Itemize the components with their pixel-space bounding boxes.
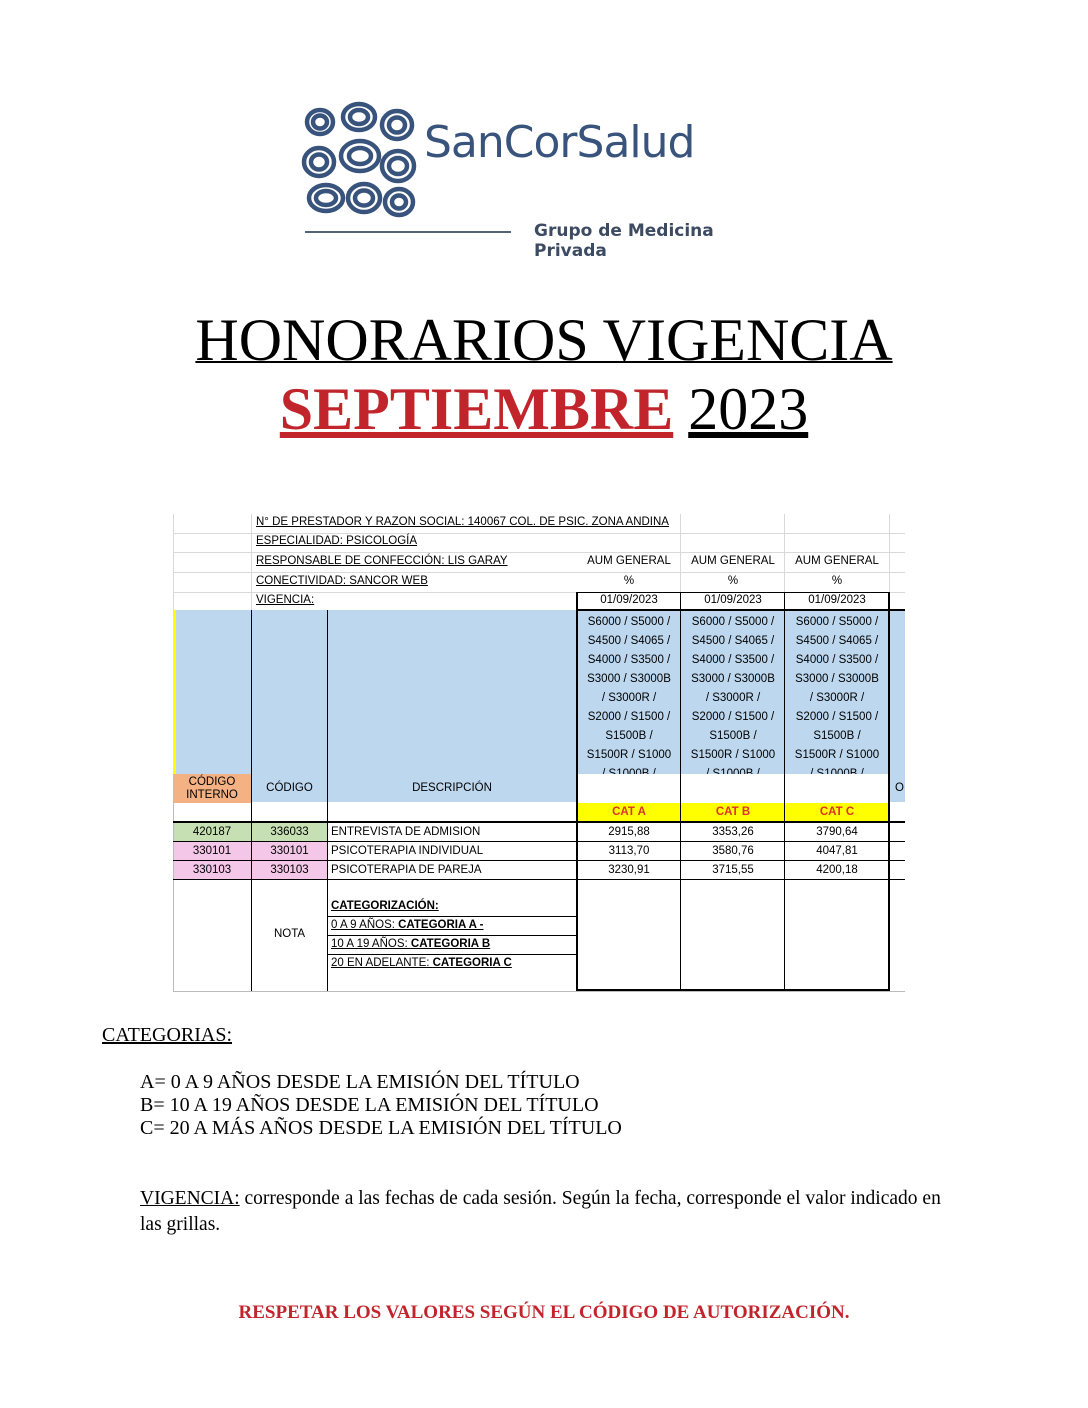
brand-tagline: Grupo de Medicina Privada xyxy=(534,221,714,261)
conectividad-label: CONECTIVIDAD: SANCOR WEB xyxy=(256,575,428,587)
date-b: 01/09/2023 xyxy=(704,594,762,606)
categoria-a-line: A= 0 A 9 AÑOS DESDE LA EMISIÓN DEL TÍTULO xyxy=(140,1071,580,1093)
cat-c-header: CAT C xyxy=(785,803,889,822)
plans-list-b: S6000 / S5000 / S4500 / S4065 / S4000 / S3500 / S3000 / S3000B / S3000R / S2000 / S1500 / S1500B / S1500R / S1000 xyxy=(690,616,776,761)
col-codigo-interno: CÓDIGO INTERNO xyxy=(173,774,251,803)
col-overflow: O xyxy=(895,782,904,794)
row2-cat-b: 3580,76 xyxy=(712,845,754,857)
aum-general-b: AUM GENERAL xyxy=(691,555,775,567)
row1-codigo: 336033 xyxy=(252,823,327,841)
row2-cat-a: 3113,70 xyxy=(608,845,650,857)
rings-emblem-icon xyxy=(300,100,418,225)
page-title: HONORARIOS VIGENCIA xyxy=(195,307,893,373)
nota-line-a: 0 A 9 AÑOS: CATEGORIA A - xyxy=(331,919,484,931)
pct-c: % xyxy=(831,575,843,587)
aum-general-c: AUM GENERAL xyxy=(795,555,879,567)
vigencia-label: VIGENCIA: xyxy=(140,1188,240,1209)
nota-line-c: 20 EN ADELANTE: CATEGORIA C xyxy=(331,957,512,969)
categoria-b-line: B= 10 A 19 AÑOS DESDE LA EMISIÓN DEL TÍTULO xyxy=(140,1094,599,1116)
date-c: 01/09/2023 xyxy=(808,594,866,606)
especialidad-label: ESPECIALIDAD: PSICOLOGÍA xyxy=(256,535,418,547)
pct-b: % xyxy=(727,575,739,587)
categorias-heading: CATEGORIAS: xyxy=(102,1024,233,1046)
row3-codigo: 330103 xyxy=(252,861,327,879)
yellow-marker xyxy=(173,610,176,774)
blank-header-cells xyxy=(577,774,889,802)
aum-general-a: AUM GENERAL xyxy=(587,555,671,567)
row1-cat-c: 3790,64 xyxy=(816,826,858,838)
row3-cat-b: 3715,55 xyxy=(712,864,754,876)
sancor-salud-logo xyxy=(300,100,790,261)
responsable-label: RESPONSABLE DE CONFECCIÓN: LIS GARAY xyxy=(256,555,508,567)
row1-desc: ENTREVISTA DE ADMISION xyxy=(331,826,481,838)
nota-line-b: 10 A 19 AÑOS: CATEGORIA B xyxy=(331,938,491,950)
date-a: 01/09/2023 xyxy=(600,594,658,606)
title-month: SEPTIEMBRE xyxy=(279,376,674,442)
categorizacion-title: CATEGORIZACIÓN: xyxy=(331,900,439,912)
page-subtitle xyxy=(0,375,1088,444)
row2-interno: 330101 xyxy=(173,842,251,860)
vigencia-label: VIGENCIA: xyxy=(256,594,315,606)
row1-cat-a: 2915,88 xyxy=(608,826,650,838)
nota-label: NOTA xyxy=(273,928,306,940)
row3-desc: PSICOTERAPIA DE PAREJA xyxy=(331,864,482,876)
plans-list-a: S6000 / S5000 / S4500 / S4065 / S4000 / S3500 / S3000 / S3000B / S3000R / S2000 / S1500 / S1500B / S1500R / S1000 xyxy=(586,616,672,761)
logo-divider xyxy=(305,231,511,233)
honorarios-table xyxy=(173,514,905,994)
title-year: 2023 xyxy=(688,376,809,442)
row1-cat-b: 3353,26 xyxy=(712,826,754,838)
row2-cat-c: 4047,81 xyxy=(816,845,858,857)
row3-cat-a: 3230,91 xyxy=(608,864,650,876)
row1-interno: 420187 xyxy=(173,823,251,841)
footer-warning: RESPETAR LOS VALORES SEGÚN EL CÓDIGO DE AUTORIZACIÓN. xyxy=(238,1302,850,1323)
plans-list-c: S6000 / S5000 / S4500 / S4065 / S4000 / S3500 / S3000 / S3000B / S3000R / S2000 / S1500 / S1500B / S1500R / S1000 xyxy=(794,616,880,761)
cat-b-header: CAT B xyxy=(681,803,785,822)
prestador-label: N° DE PRESTADOR Y RAZON SOCIAL: 140067 COL. DE PSIC. ZONA ANDINA xyxy=(256,516,669,528)
col-descripcion: DESCRIPCIÓN xyxy=(412,782,492,794)
categoria-c-line: C= 20 A MÁS AÑOS DESDE LA EMISIÓN DEL TÍTULO xyxy=(140,1117,622,1139)
cat-a-header: CAT A xyxy=(577,803,681,822)
brand-name: SanCorSalud xyxy=(424,117,695,168)
row2-codigo: 330101 xyxy=(252,842,327,860)
pct-a: % xyxy=(623,575,635,587)
row3-interno: 330103 xyxy=(173,861,251,879)
row2-desc: PSICOTERAPIA INDIVIDUAL xyxy=(331,845,484,857)
vigencia-text: corresponde a las fechas de cada sesión. Según la fecha, corresponde el valor indicado en las grillas. xyxy=(140,1188,941,1235)
col-codigo: CÓDIGO xyxy=(266,782,313,794)
vigencia-paragraph xyxy=(140,1186,960,1238)
row3-cat-c: 4200,18 xyxy=(816,864,858,876)
